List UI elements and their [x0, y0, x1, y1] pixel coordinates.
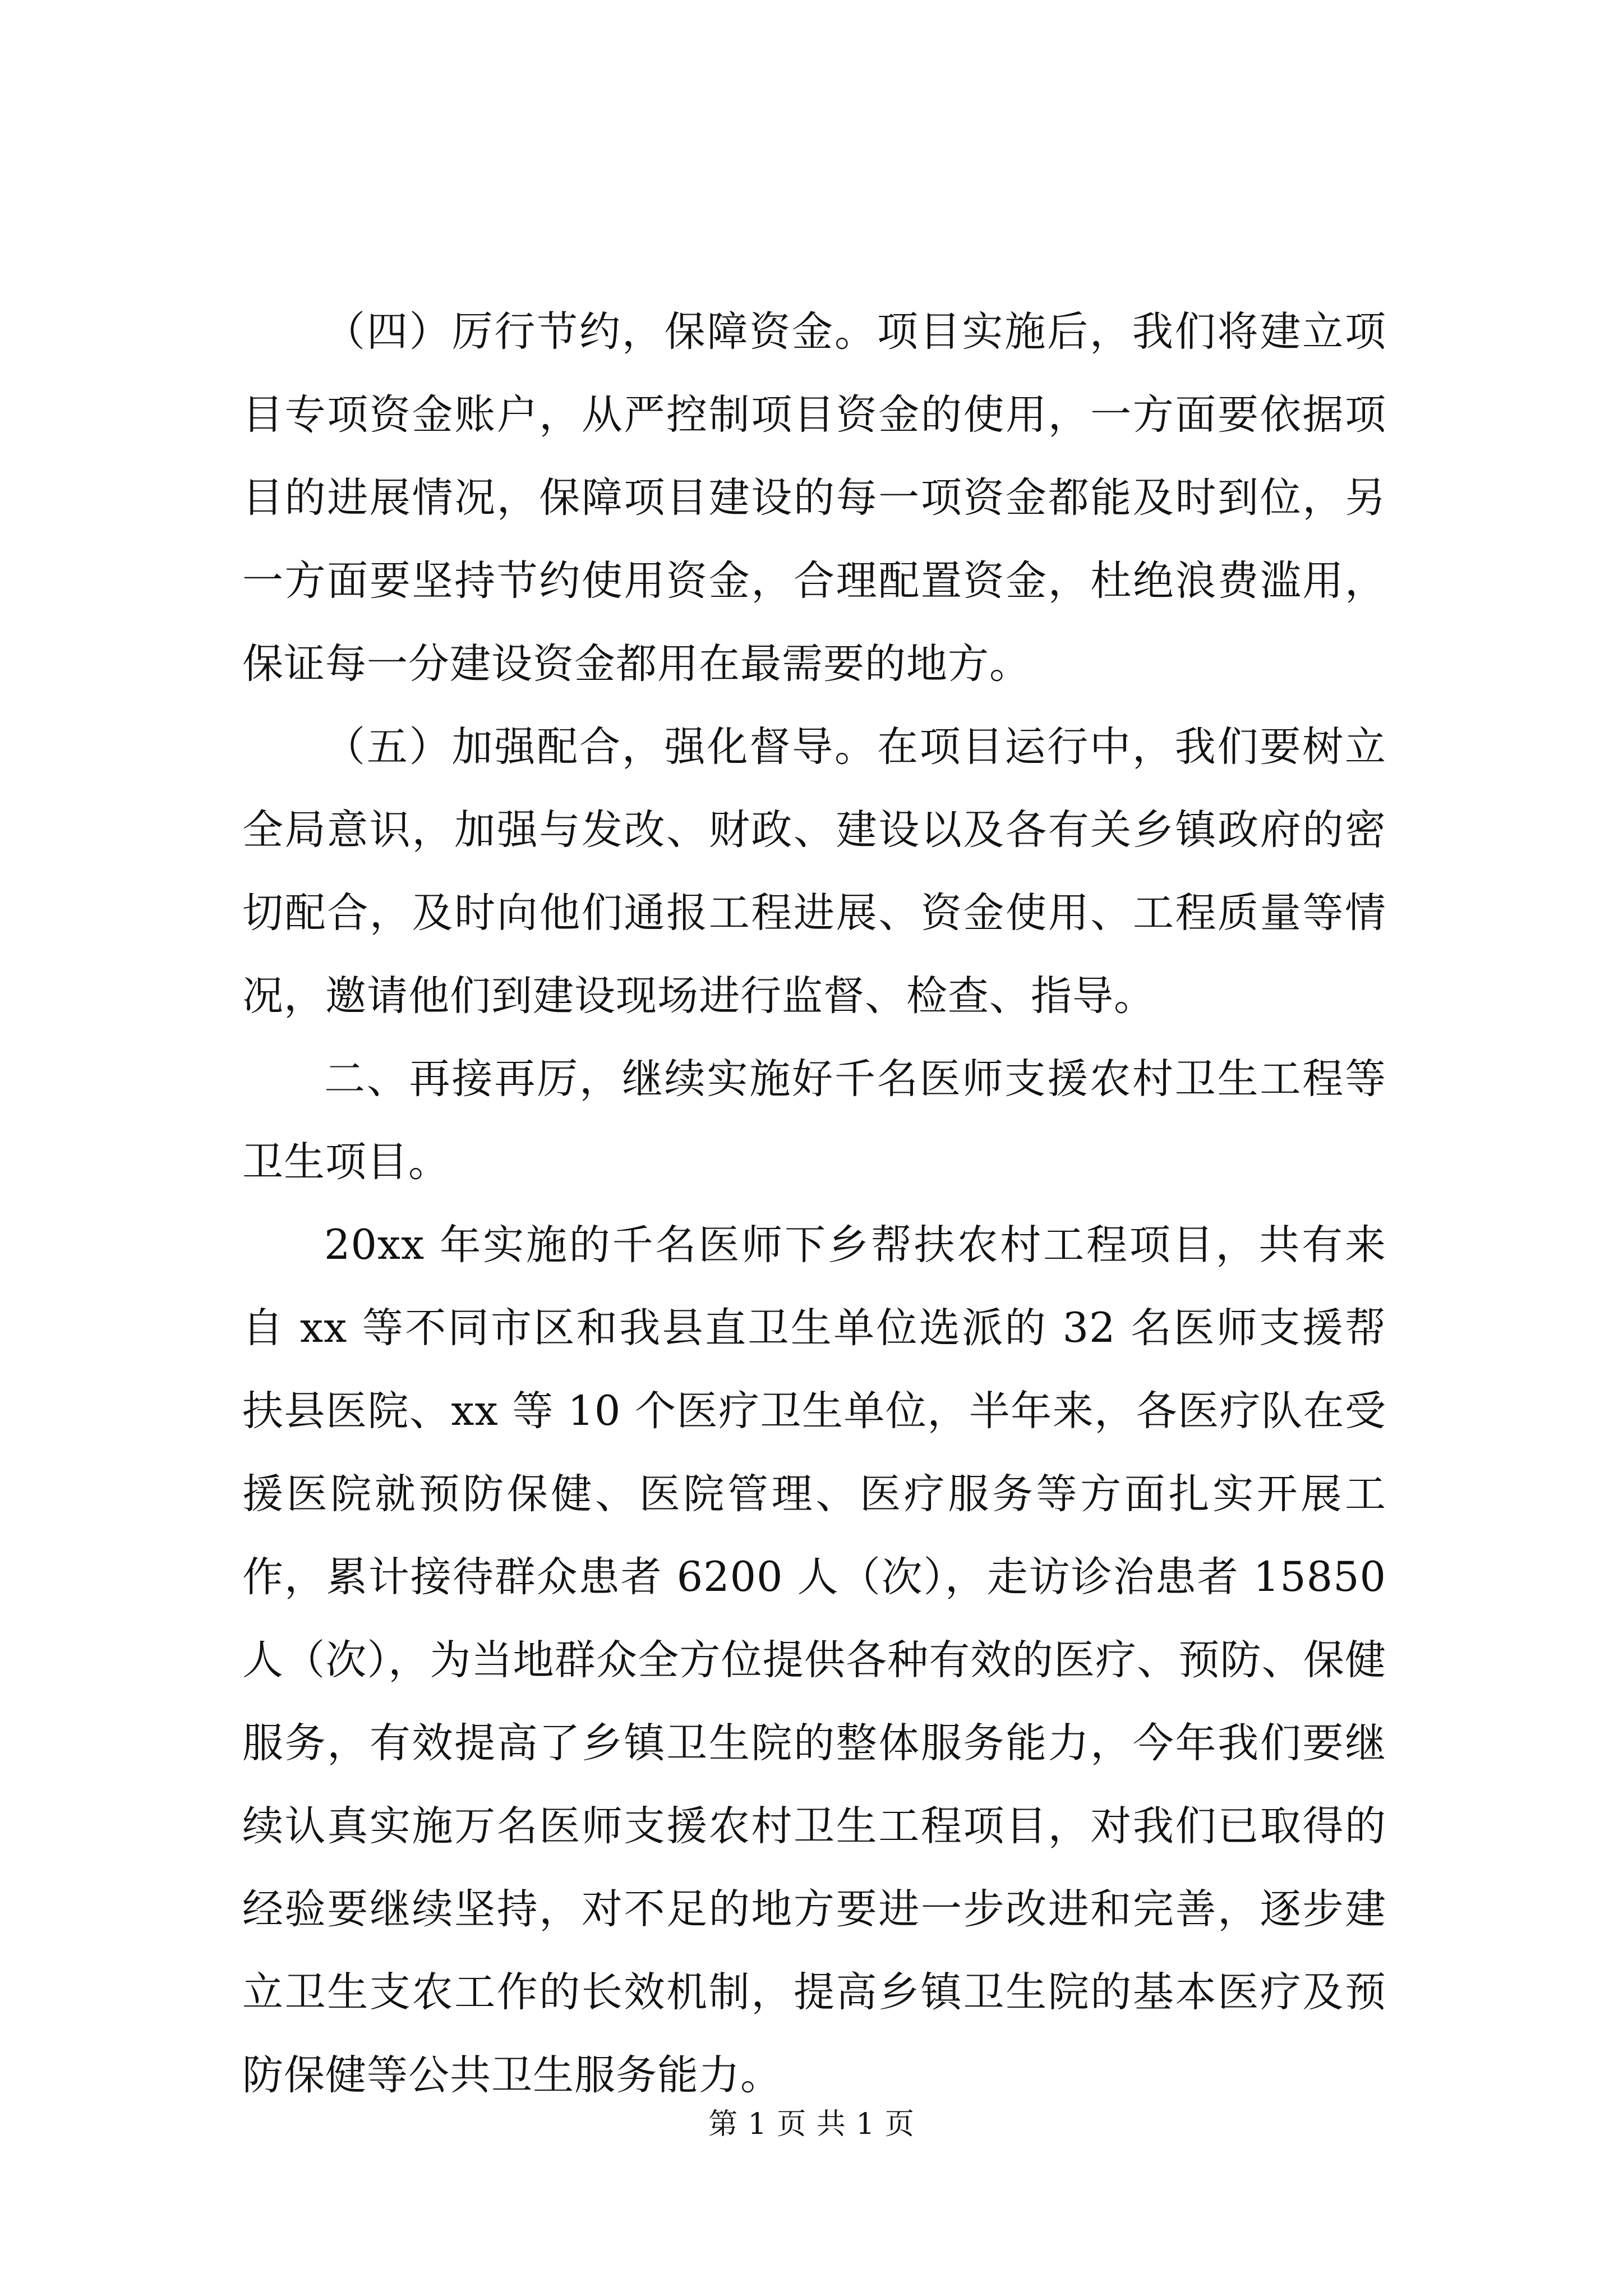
document-body — [242, 291, 1386, 2117]
section-heading-2: 二、再接再厉，继续实施好千名医师支援农村卫生工程等卫生项目。 — [242, 1055, 1386, 1186]
paragraph-doctor-program: 20xx 年实施的千名医师下乡帮扶农村工程项目，共有来自 xx 等不同市区和我县直卫生单位选派的 32 名医师支援帮扶县医院、xx 等 10 个医疗卫生单位，半年来，各医疗队在受援医院就预防保健、医院管理、医疗服务等方面扎实开展工作，累计接待群众患者 6200 人（次），走访诊治患者 15850 人（次），为当地群众全方位提供各种有效的医疗、预防、保健服务，有效提高了乡镇卫生院的整体服务能力，今年我们要继续认真实施万名医师支援农村卫生工程项目，对我们已取得的经验要继续坚持，对不足的地方要进一步改进和完善，逐步建立卫生支农工作的长效机制，提高乡镇卫生院的基本医疗及预防保健等公共卫生服务能力。 — [242, 1221, 1386, 2099]
page-footer: 第 1 页 共 1 页 — [708, 2108, 915, 2141]
paragraph-5-cooperation: （五）加强配合，强化督导。在项目运行中，我们要树立全局意识，加强与发改、财政、建设以及各有关乡镇政府的密切配合，及时向他们通报工程进展、资金使用、工程质量等情况，邀请他们到建设现场进行监督、检查、指导。 — [242, 723, 1386, 1020]
paragraph-4-frugality: （四）厉行节约，保障资金。项目实施后，我们将建立项目专项资金账户，从严控制项目资金的使用，一方面要依据项目的进展情况，保障项目建设的每一项资金都能及时到位，另一方面要坚持节约使用资金，合理配置资金，杜绝浪费滥用，保证每一分建设资金都用在最需要的地方。 — [242, 308, 1386, 688]
